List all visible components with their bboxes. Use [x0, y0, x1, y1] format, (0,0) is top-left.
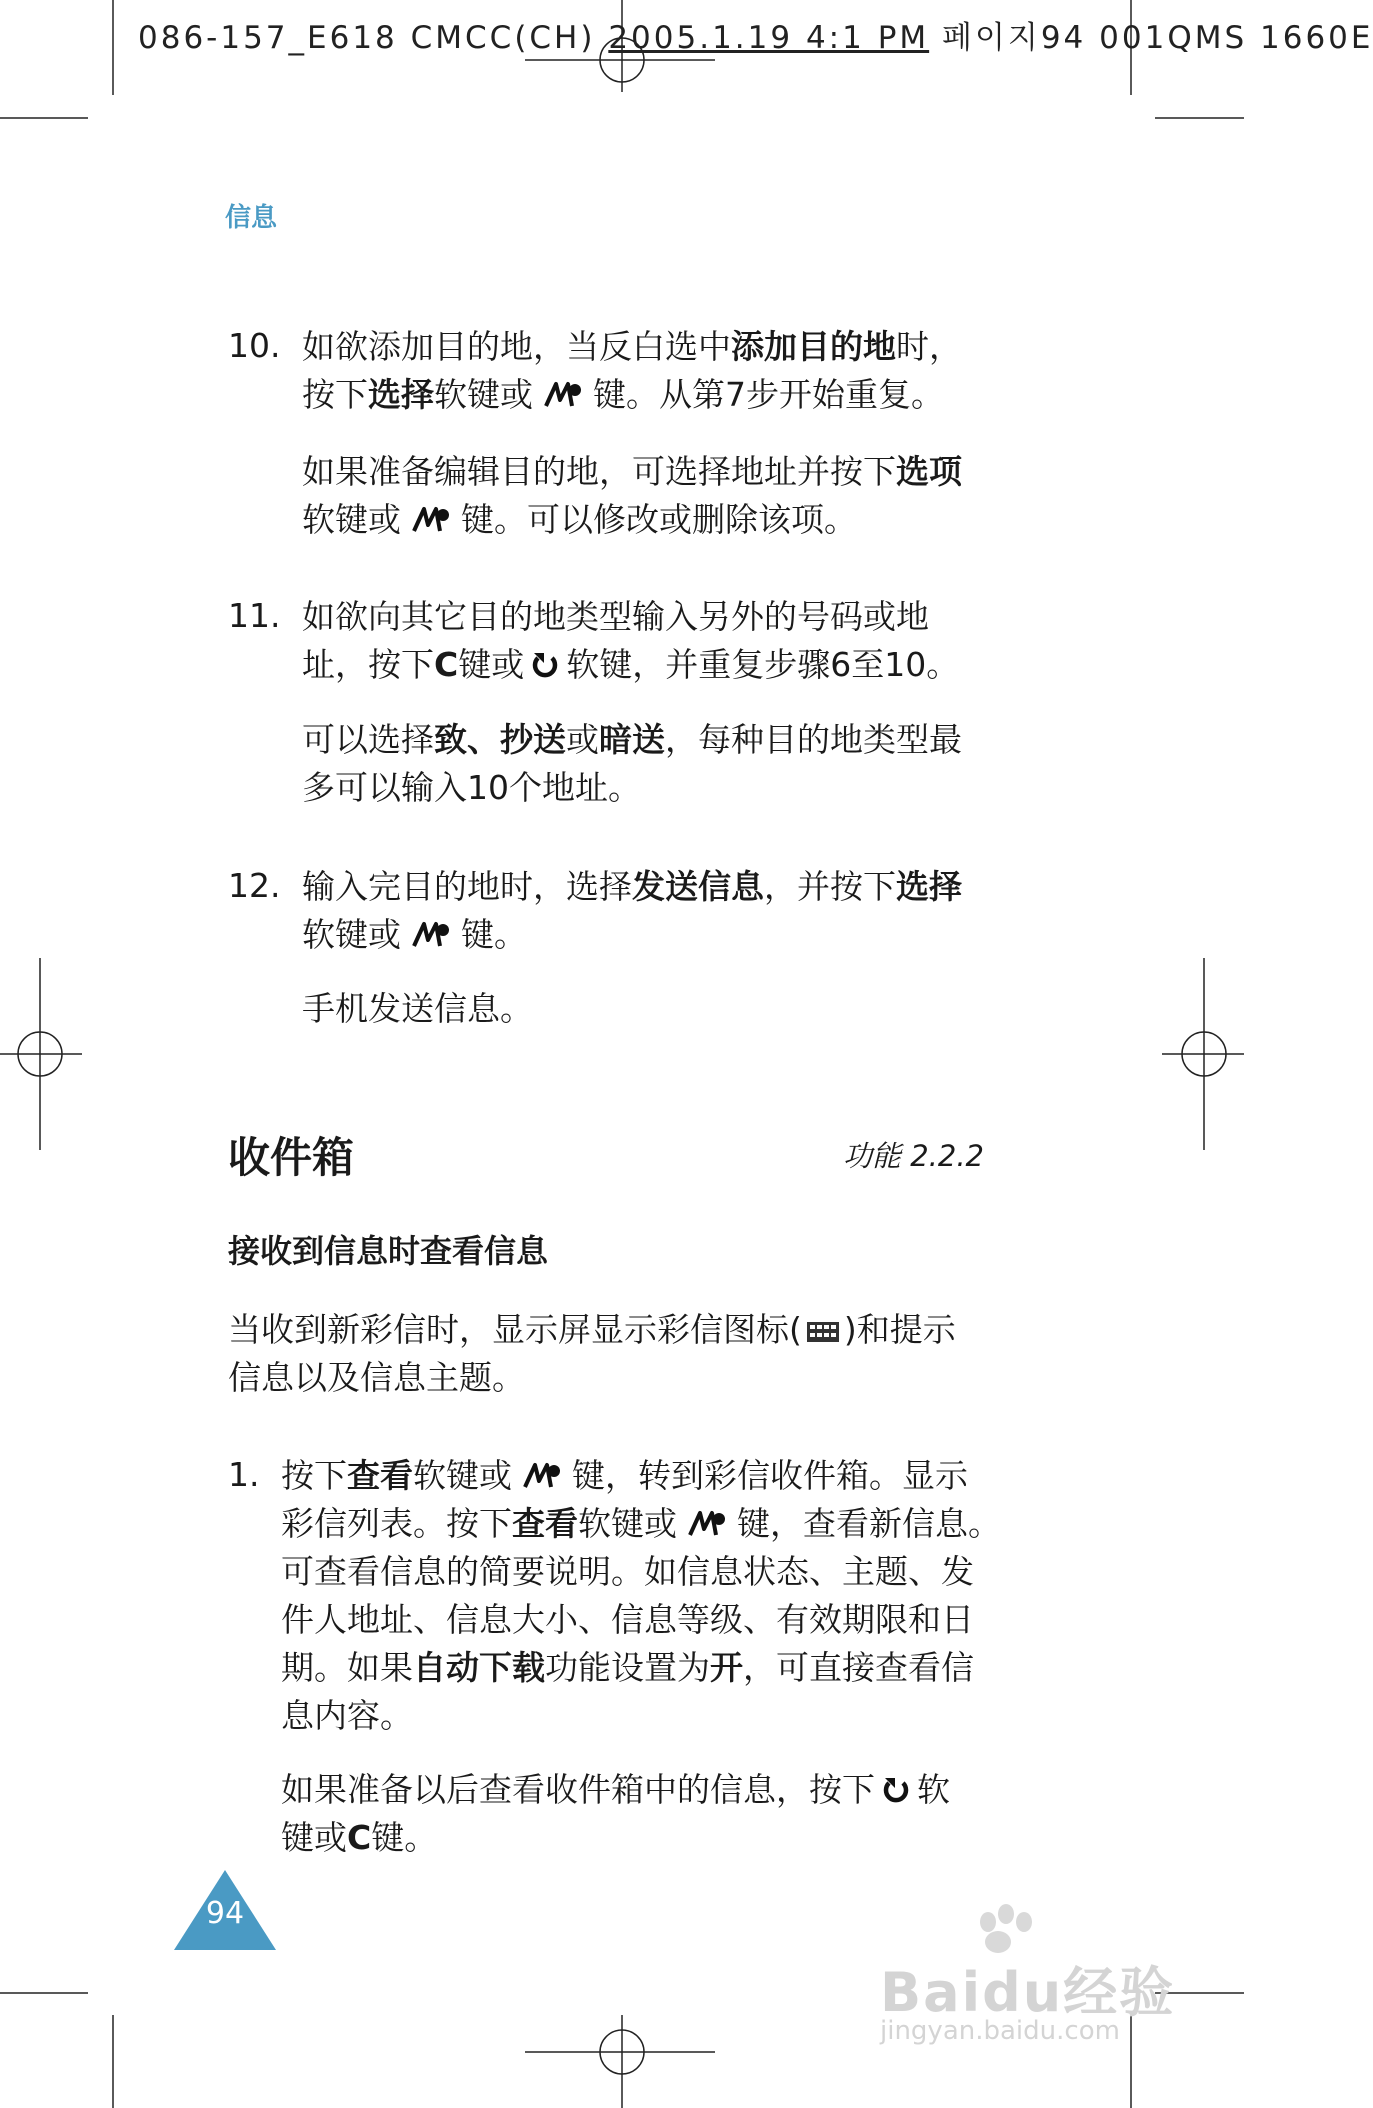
inbox-step-1-number: 1. — [228, 1455, 260, 1494]
mms-icon — [806, 1321, 840, 1343]
watermark-url: jingyan.baidu.com — [880, 2016, 1120, 2046]
inbox-step-1-note-line-2: 键或C键。 — [281, 1818, 438, 1857]
nav-key-icon — [543, 380, 583, 410]
step-12-number: 12. — [228, 866, 281, 905]
nav-key-icon — [411, 505, 451, 535]
inbox-step-1-line-3: 可查看信息的简要说明。如信息状态、主题、发 — [281, 1552, 974, 1591]
step-12-line-2: 软键或 键。 — [302, 915, 527, 954]
nav-key-icon — [411, 920, 451, 950]
step-11-line-1: 如欲向其它目的地类型输入另外的号码或地 — [302, 597, 929, 636]
step-11-number: 11. — [228, 596, 281, 635]
step-11-note-line-2: 多可以输入10个地址。 — [302, 768, 641, 807]
watermark — [880, 1900, 1240, 2044]
inbox-step-1-line-4: 件人地址、信息大小、信息等级、有效期限和日 — [281, 1600, 974, 1639]
nav-key-icon — [687, 1509, 727, 1539]
inbox-step-1-line-1: 按下查看软键或 键，转到彩信收件箱。显示 — [281, 1456, 968, 1495]
nav-key-icon — [522, 1461, 562, 1491]
function-number: 功能 2.2.2 — [843, 1139, 985, 1173]
step-10-line-2: 按下选择软键或 键。从第7步开始重复。 — [302, 375, 944, 414]
header-page-label: 페이지94 — [942, 20, 1087, 56]
section-label: 信息 — [225, 203, 278, 233]
back-key-icon — [881, 1775, 911, 1805]
inbox-heading: 收件箱 — [228, 1133, 355, 1182]
step-11-note-line-1: 可以选择致、抄送或暗送，每种目的地类型最 — [302, 720, 962, 759]
step-11-line-2: 址，按下C键或 软键，并重复步骤6至10。 — [302, 645, 960, 684]
step-10-note-line-1: 如果准备编辑目的地，可选择地址并按下选项 — [302, 452, 962, 491]
inbox-intro-line-1: 当收到新彩信时，显示屏显示彩信图标( )和提示 — [228, 1310, 956, 1349]
inbox-step-1-note-line-1: 如果准备以后查看收件箱中的信息，按下 软 — [281, 1770, 950, 1809]
step-12-line-1: 输入完目的地时，选择发送信息，并按下选择 — [302, 867, 962, 906]
header-file-id: 086-157_E618 CMCC(CH) — [138, 20, 596, 56]
back-key-icon — [530, 650, 560, 680]
watermark-brand: Baidu经验 — [880, 1961, 1176, 2024]
inbox-step-1-line-2: 彩信列表。按下查看软键或 键，查看新信息。 — [281, 1504, 1001, 1543]
header-doc-code: 001QMS 1660E — [1099, 20, 1373, 56]
inbox-step-1-line-6: 息内容。 — [281, 1696, 413, 1735]
step-10-note-line-2: 软键或 键。可以修改或删除该项。 — [302, 500, 857, 539]
print-header — [138, 12, 1373, 57]
inbox-subheading: 接收到信息时查看信息 — [228, 1232, 549, 1270]
step-10-number: 10. — [228, 326, 281, 365]
inbox-step-1-line-5: 期。如果自动下载功能设置为开，可直接查看信 — [281, 1648, 974, 1687]
step-10-line-1: 如欲添加目的地，当反白选中添加目的地时， — [302, 327, 962, 366]
header-datetime: 2005.1.19 4:1 PM — [608, 20, 930, 56]
page-number: 94 — [205, 1896, 245, 1931]
step-12-note: 手机发送信息。 — [302, 989, 533, 1028]
inbox-intro-line-2: 信息以及信息主题。 — [228, 1358, 525, 1397]
